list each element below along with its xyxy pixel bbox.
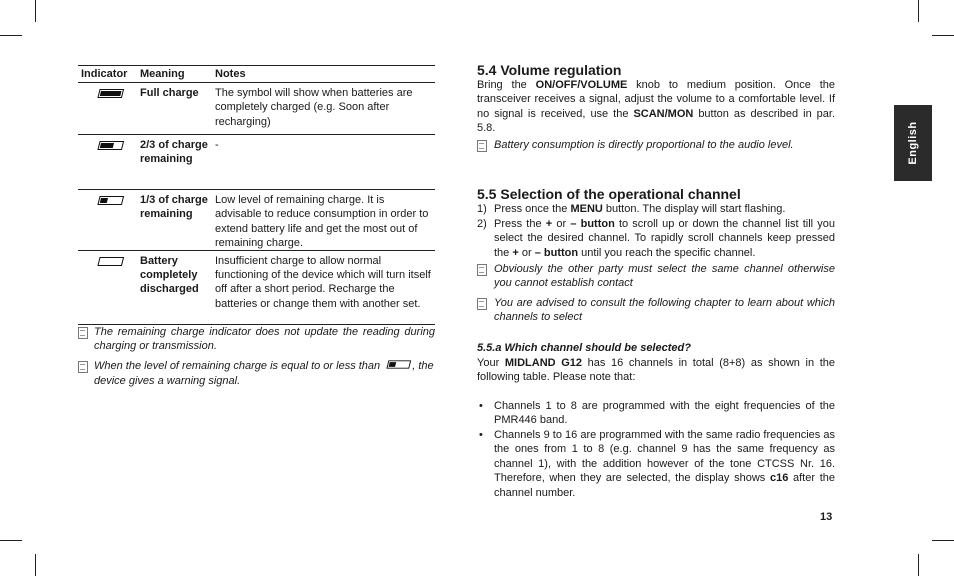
crop-mark: [0, 540, 22, 541]
channels-paragraph: [477, 356, 835, 385]
crop-mark: [932, 35, 954, 36]
meaning-cell: 1/3 of charge remaining: [137, 190, 212, 251]
table-row: [78, 190, 435, 251]
meaning-cell: Full charge: [137, 83, 212, 135]
language-tab-label: English: [907, 121, 919, 165]
table-row: [78, 251, 435, 325]
subsection-title: 5.5.a Which channel should be selected?: [477, 342, 691, 354]
battery-two-thirds-icon: [97, 140, 125, 154]
volume-note: Battery consumption is directly proportional to the audio level.: [494, 139, 794, 151]
text-span: Press the: [494, 218, 542, 230]
minus-button-label: – button: [570, 218, 615, 230]
minus-button-label: – button: [534, 246, 579, 259]
text-span: until you reach the specific channel.: [581, 246, 756, 259]
text-span: to scroll up or down the channel list till you select the desired channel. To rapidly scroll channels keep pressed the: [494, 218, 835, 259]
plus-label: +: [545, 218, 553, 230]
note-icon: [477, 264, 487, 276]
text-span: has 16 channels in total (8+8) as shown in the following table. Please note that:: [477, 357, 836, 384]
header-indicator: Indicator: [78, 66, 137, 83]
step-number: 1): [477, 203, 487, 215]
text-span: or: [556, 218, 567, 230]
c16-label: c16: [769, 472, 789, 485]
crop-mark: [918, 0, 919, 22]
notes-cell: Low level of remaining charge. It is advisable to reduce consumption in order to extend battery life and get the most out of remaining charge.: [212, 190, 435, 251]
indicator-cell: [78, 190, 137, 251]
page-number: 13: [820, 511, 833, 523]
note-icon: [477, 140, 487, 152]
notes-cell: Insufficient charge to allow normal functioning of the device which will turn itself off after a short period. Recharge the batteries or change them with another set.: [212, 251, 435, 325]
header-notes: Notes: [212, 66, 435, 83]
note-charge-indicator: The remaining charge indicator does not update the reading during charging or transmission.: [94, 326, 435, 353]
channel-note-1: Obviously the other party must select the same channel otherwise you cannot establish contact: [494, 263, 835, 290]
language-tab: [894, 105, 932, 181]
volume-paragraph: [477, 78, 835, 136]
text-span: Press once the: [494, 203, 568, 215]
bullet-item-1: Channels 1 to 8 are programmed with the eight frequencies of the PMR446 band.: [494, 400, 835, 427]
step-number: 2): [477, 218, 487, 230]
bullet: •: [479, 429, 483, 441]
crop-mark: [918, 554, 919, 576]
battery-full-icon: [97, 88, 125, 102]
menu-label: MENU: [570, 203, 603, 215]
note-warning-signal: [94, 359, 439, 388]
battery-indicator-table: [78, 65, 435, 325]
text-span: Your: [477, 357, 500, 369]
table-header-row: [78, 66, 435, 83]
meaning-cell: Battery completely discharged: [137, 251, 212, 325]
text-span: after the channel number.: [494, 472, 835, 499]
battery-one-third-icon: [97, 195, 125, 209]
text-span: Bring the: [477, 79, 527, 91]
indicator-cell: [78, 83, 137, 135]
note-warning-text-b: , the device gives a warning signal.: [94, 360, 434, 387]
indicator-cell: [78, 135, 137, 190]
note-icon: [78, 327, 88, 339]
note-icon: [477, 298, 487, 310]
text-span: or: [521, 246, 532, 259]
note-icon: [78, 361, 88, 373]
text-span: knob to medium position. Once the transceiver receives a signal, adjust the volume to a comfortable level. If no signal is received, use the: [477, 79, 836, 120]
crop-mark: [0, 35, 22, 36]
indicator-cell: [78, 251, 137, 325]
on-off-volume-label: ON/OFF/VOLUME: [535, 79, 628, 91]
battery-low-icon: [386, 359, 412, 373]
table-row: [78, 83, 435, 135]
note-warning-text-a: When the level of remaining charge is equal to or less than: [94, 360, 381, 373]
channel-note-2: You are advised to consult the following chapter to learn about which channels to select: [494, 297, 835, 324]
model-name: MIDLAND G12: [504, 357, 583, 369]
notes-cell: The symbol will show when batteries are completely charged (e.g. Soon after recharging): [212, 83, 435, 135]
crop-mark: [35, 554, 36, 576]
section-title-channel: 5.5 Selection of the operational channel: [477, 186, 741, 202]
meaning-cell: 2/3 of charge remaining: [137, 135, 212, 190]
step-2: [494, 217, 835, 260]
notes-cell: -: [212, 135, 435, 190]
header-meaning: Meaning: [137, 66, 212, 83]
battery-empty-icon: [97, 256, 125, 270]
bullet-item-2: [494, 428, 835, 500]
scan-mon-label: SCAN/MON: [633, 107, 694, 120]
section-title-volume: 5.4 Volume regulation: [477, 62, 622, 78]
plus-label: +: [512, 246, 519, 259]
table-row: [78, 135, 435, 190]
crop-mark: [35, 0, 36, 22]
step-1: [494, 202, 835, 216]
text-span: Channels 9 to 16 are programmed with the same radio frequencies as the ones from 1 to 8 (e.g. channel 9 has the same frequency as channel 1), with the addition however of the tone CTCSS Nr. 16. Therefore, when they are selected, the display shows: [494, 429, 835, 485]
crop-mark: [932, 540, 954, 541]
text-span: button. The display will start flashing.: [605, 203, 786, 215]
text-span: button as described in par. 5.8.: [477, 107, 836, 135]
bullet: •: [479, 400, 483, 412]
